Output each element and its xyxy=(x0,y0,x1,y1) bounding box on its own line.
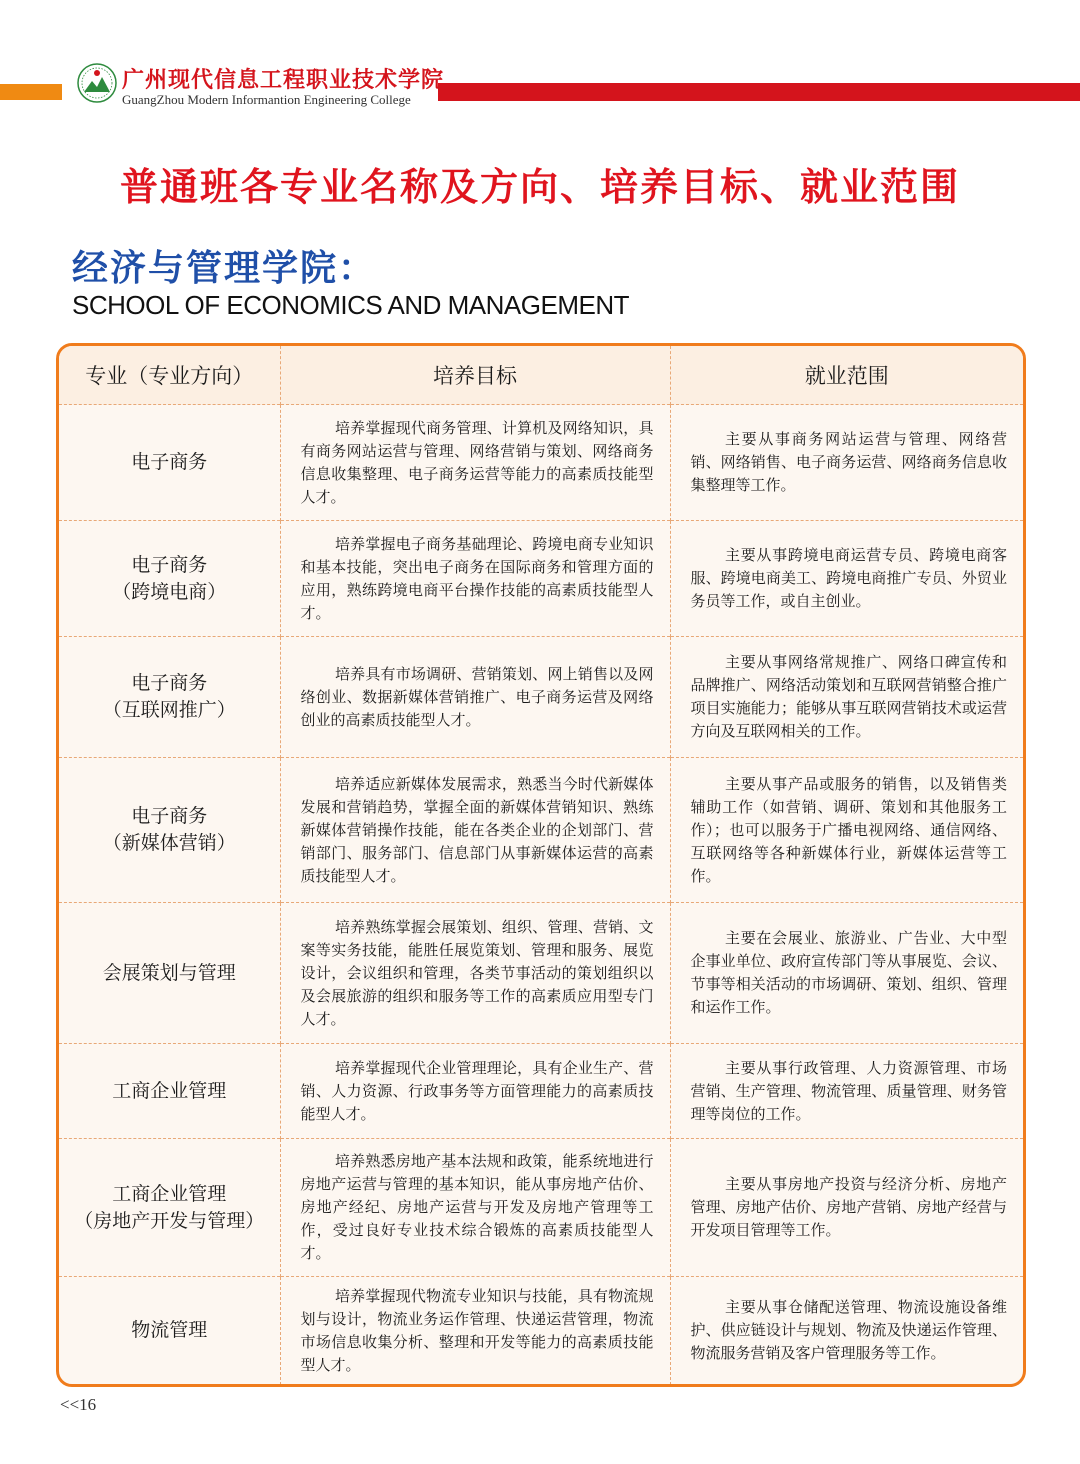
goal-cell xyxy=(280,405,670,521)
header-orange-bar xyxy=(0,84,62,100)
major-cell xyxy=(59,903,280,1044)
major-name: 会展策划与管理 xyxy=(102,961,236,984)
table-row xyxy=(59,758,1023,903)
goal-text: 培养掌握现代企业管理理论，具有企业生产、营销、人力资源、行政事务等方面管理能力的高素质技能型人才。 xyxy=(300,1058,654,1123)
table-row xyxy=(59,1139,1023,1277)
goal-cell xyxy=(280,758,670,903)
major-cell xyxy=(59,758,280,903)
scope-cell xyxy=(670,637,1023,758)
major-direction: （新媒体营销） xyxy=(102,832,236,854)
college-logo-icon xyxy=(76,62,118,104)
goal-text: 培养具有市场调研、营销策划、网上销售以及网络创业、数据新媒体营销推广、电子商务运营及网络创业的高素质技能型人才。 xyxy=(300,664,654,729)
major-direction: （房地产开发与管理） xyxy=(74,1209,265,1232)
header-red-bar xyxy=(438,83,1080,101)
scope-cell xyxy=(670,758,1023,903)
major-cell xyxy=(59,1277,280,1385)
goal-text: 培养掌握现代商务管理、计算机及网络知识，具有商务网站运营与管理、网络营销与策划、网络商务信息收集整理、电子商务运营等能力的高素质技能型人才。 xyxy=(300,418,654,506)
scope-cell xyxy=(670,521,1023,637)
scope-text: 主要从事商务网站运营与管理、网络营销、网络销售、电子商务运营、网络商务信息收集整理等工作。 xyxy=(690,430,1007,494)
table-header-row xyxy=(59,346,1023,405)
major-cell xyxy=(59,637,280,758)
goal-cell xyxy=(280,637,670,758)
major-name: 电子商务 xyxy=(131,805,208,827)
major-name: 电子商务 xyxy=(131,553,208,576)
major-cell xyxy=(59,405,280,521)
scope-text: 主要从事仓储配送管理、物流设施设备维护、供应链设计与规划、物流及快递运作管理、物流服务营销及客户管理服务等工作。 xyxy=(690,1298,1007,1363)
college-name-cn: 广州现代信息工程职业技术学院 xyxy=(122,67,445,93)
major-name: 电子商务 xyxy=(131,672,208,694)
header-goal: 培养目标 xyxy=(280,346,670,405)
goal-text: 培养熟悉房地产基本法规和政策，能系统地进行房地产运营与管理的基本知识，能从事房地产估价、房地产经纪、房地产运营与开发及房地产管理等工作，受过良好专业技术综合锻炼的高素质技能型人才。 xyxy=(300,1152,654,1262)
scope-text: 主要从事房地产投资与经济分析、房地产管理、房地产估价、房地产营销、房地产经营与开发项目管理等工作。 xyxy=(690,1175,1007,1239)
goal-cell xyxy=(280,1277,670,1385)
goal-cell xyxy=(280,1139,670,1277)
scope-cell xyxy=(670,1277,1023,1385)
major-cell xyxy=(59,1044,280,1139)
major-name: 工商企业管理 xyxy=(112,1079,227,1102)
table-row xyxy=(59,637,1023,758)
scope-cell xyxy=(670,903,1023,1044)
majors-table xyxy=(59,346,1023,1385)
scope-text: 主要从事产品或服务的销售，以及销售类辅助工作（如营销、调研、策划和其他服务工作）；也可以服务于广播电视网络、通信网络、互联网络等各种新媒体行业，新媒体运营等工作。 xyxy=(690,774,1007,885)
goal-cell xyxy=(280,903,670,1044)
major-name: 工商企业管理 xyxy=(112,1182,227,1205)
table-row xyxy=(59,521,1023,637)
college-name-en: GuangZhou Modern Informantion Engineering College xyxy=(122,92,411,107)
major-name: 电子商务 xyxy=(131,451,208,473)
scope-text: 主要从事行政管理、人力资源管理、市场营销、生产管理、物流管理、质量管理、财务管理等岗位的工作。 xyxy=(690,1058,1007,1123)
page-title: 普通班各专业名称及方向、培养目标、就业范围 xyxy=(119,165,960,209)
goal-cell xyxy=(280,1044,670,1139)
majors-table-frame xyxy=(56,343,1026,1387)
scope-text: 主要在会展业、旅游业、广告业、大中型企事业单位、政府宣传部门等从事展览、会议、节事等相关活动的市场调研、策划、组织、管理和运作工作。 xyxy=(690,929,1007,1016)
goal-text: 培养熟练掌握会展策划、组织、管理、营销、文案等实务技能，能胜任展览策划、管理和服务、展览设计，会议组织和管理，各类节事活动的策划组织以及会展旅游的组织和服务等工作的高素质应用型专门人才。 xyxy=(300,917,654,1028)
goal-text: 培养掌握电子商务基础理论、跨境电商专业知识和基本技能，突出电子商务在国际商务和管理方面的应用，熟练跨境电商平台操作技能的高素质技能型人才。 xyxy=(300,534,654,622)
scope-cell xyxy=(670,1044,1023,1139)
table-row xyxy=(59,405,1023,521)
table-row xyxy=(59,1277,1023,1385)
scope-text: 主要从事跨境电商运营专员、跨境电商客服、跨境电商美工、跨境电商推广专员、外贸业务员等工作，或自主创业。 xyxy=(690,546,1007,610)
major-direction: （跨境电商） xyxy=(112,580,227,603)
goal-text: 培养适应新媒体发展需求，熟悉当今时代新媒体发展和营销趋势，掌握全面的新媒体营销知识、熟练新媒体营销操作技能，能在各类企业的企划部门、营销部门、服务部门、信息部门从事新媒体运营的高素质技能型人才。 xyxy=(300,774,654,885)
school-name-cn: 经济与管理学院： xyxy=(72,248,377,289)
scope-cell xyxy=(670,405,1023,521)
major-cell xyxy=(59,521,280,637)
major-direction: （互联网推广） xyxy=(102,699,236,721)
major-name: 物流管理 xyxy=(131,1319,208,1342)
header-major: 专业（专业方向） xyxy=(59,346,280,405)
school-name-en: SCHOOL OF ECONOMICS AND MANAGEMENT xyxy=(72,290,629,320)
table-row xyxy=(59,1044,1023,1139)
page-number: <<16 xyxy=(60,1395,97,1414)
goal-cell xyxy=(280,521,670,637)
major-cell xyxy=(59,1139,280,1277)
goal-text: 培养掌握现代物流专业知识与技能，具有物流规划与设计，物流业务运作管理、快递运营管理，物流市场信息收集分析、整理和开发等能力的高素质技能型人才。 xyxy=(300,1286,654,1374)
header-scope: 就业范围 xyxy=(670,346,1023,405)
scope-text: 主要从事网络常规推广、网络口碑宣传和品牌推广、网络活动策划和互联网营销整合推广项目实施能力；能够从事互联网营销技术或运营方向及互联网相关的工作。 xyxy=(690,653,1007,740)
scope-cell xyxy=(670,1139,1023,1277)
table-row xyxy=(59,903,1023,1044)
